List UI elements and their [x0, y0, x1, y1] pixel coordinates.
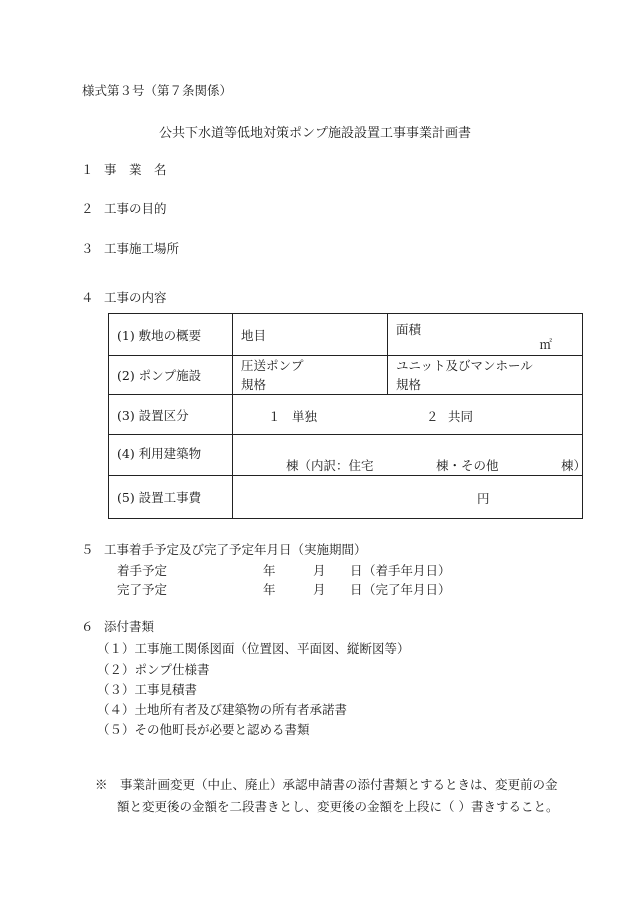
note-line-2: 額と変更後の金額を二段書きとし、変更後の金額を上段に（ ）書きすること。: [117, 799, 559, 814]
section-1-label: 事 業 名: [104, 162, 167, 177]
attachment-item: （３）工事見積書: [97, 682, 198, 697]
start-note: （着手年月日）: [363, 563, 451, 578]
start-date-label: 着手予定: [117, 563, 168, 578]
section-3-number: ３: [81, 241, 94, 256]
start-day[interactable]: 日: [350, 563, 363, 578]
end-year[interactable]: 年: [263, 582, 276, 597]
pump-facility-label: (2) ポンプ施設: [109, 356, 233, 395]
table-row: [109, 356, 583, 395]
unit-manhole-label: ユニット及びマンホール: [396, 358, 533, 373]
yen-unit: 円: [477, 491, 490, 506]
area-unit: ㎡: [539, 337, 552, 352]
start-year[interactable]: 年: [263, 563, 276, 578]
land-category-field[interactable]: 地目: [233, 314, 388, 356]
section-4-label: 工事の内容: [104, 290, 167, 305]
attachment-item: （１）工事施工関係図面（位置図、平面図、縦断図等）: [97, 641, 410, 656]
construction-cost-label: (5) 設置工事費: [109, 476, 233, 519]
section-4-number: ４: [81, 290, 94, 305]
option-single[interactable]: 単独: [292, 409, 318, 424]
site-overview-label: (1) 敷地の概要: [109, 314, 233, 356]
section-2-label: 工事の目的: [104, 201, 167, 216]
end-note: （完了年月日）: [363, 582, 451, 597]
buildings-label: (4) 利用建築物: [109, 435, 233, 476]
end-date-label: 完了予定: [117, 582, 168, 597]
table-row: [109, 435, 583, 476]
attachment-item: （２）ポンプ仕様書: [97, 662, 210, 677]
area-label: 面積: [396, 322, 422, 337]
table-row: [109, 314, 583, 356]
attachment-item: （４）土地所有者及び建築物の所有者承諾書: [97, 702, 348, 717]
construction-cost-field[interactable]: [233, 476, 583, 519]
start-month[interactable]: 月: [313, 563, 326, 578]
installation-type-label: (3) 設置区分: [109, 395, 233, 435]
document-title: 公共下水道等低地対策ポンプ施設設置工事事業計画書: [158, 126, 471, 141]
work-content-table: [108, 313, 587, 519]
pressure-pump-field[interactable]: [233, 356, 388, 395]
pressure-pump-label: 圧送ポンプ: [241, 358, 304, 373]
end-day[interactable]: 日: [350, 582, 363, 597]
end-month[interactable]: 月: [313, 582, 326, 597]
table-row: [109, 476, 583, 519]
section-2-number: ２: [81, 201, 94, 216]
section-6-label: 添付書類: [104, 619, 155, 634]
section-5-label: 工事着手予定及び完了予定年月日（実施期間）: [104, 542, 367, 557]
section-5-number: ５: [81, 542, 94, 557]
area-field[interactable]: [388, 314, 583, 356]
option-shared-number: ２: [426, 409, 439, 424]
form-number: 様式第３号（第７条関係）: [82, 83, 233, 98]
unit-manhole-spec-label: 規格: [396, 377, 422, 392]
installation-type-options: [233, 395, 583, 435]
note-line-1: ※ 事業計画変更（中止、廃止）承認申請書の添付書類とするときは、変更前の金: [95, 777, 558, 792]
option-single-number: １: [268, 409, 281, 424]
section-3-label: 工事施工場所: [104, 241, 180, 256]
pressure-pump-spec-label: 規格: [241, 377, 267, 392]
buildings-field[interactable]: [233, 435, 587, 476]
attachment-item: （５）その他町長が必要と認める書類: [97, 722, 310, 737]
section-1-number: １: [81, 162, 94, 177]
table-row: [109, 395, 583, 435]
buildings-breakdown: 棟（内訳：住宅 棟・その他 棟）: [286, 458, 587, 473]
option-shared[interactable]: 共同: [448, 409, 474, 424]
unit-manhole-field[interactable]: [388, 356, 583, 395]
section-6-number: ６: [81, 619, 94, 634]
